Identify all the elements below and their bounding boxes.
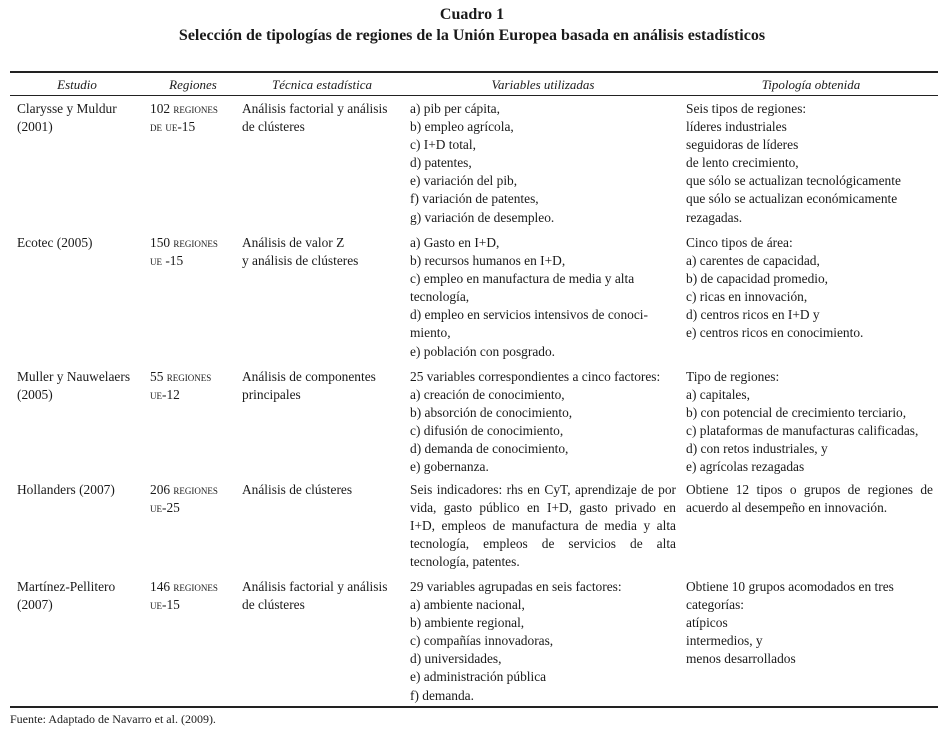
cell-variables: a) pib per cápita, b) empleo agrícola, c) I+D total, d) patentes, e) variación del pib, f) variación de patentes, g) variación de desempleo. (410, 101, 555, 225)
cell-regiones: 206 regiones ue-25 (150, 482, 218, 516)
header-regiones: Regiones (169, 77, 217, 92)
cell-tecnica: Análisis de clústeres (242, 482, 353, 497)
cell-estudio: Ecotec (2005) (17, 235, 93, 250)
cell-variables: 25 variables correspondientes a cinco factores: a) creación de conocimiento, b) absorción de conocimiento, c) difusión de conocimiento, d) demanda de conocimiento, e) gobernanza. (410, 369, 661, 475)
cell-regiones: 55 regiones ue-12 (150, 369, 212, 403)
cell-tecnica: Análisis factorial y análisis de clústeres (242, 579, 388, 613)
header-rule (10, 95, 938, 96)
cell-tipologia: Obtiene 10 grupos acomodados en tres categorías: atípicos intermedios, y menos desarrollados (686, 579, 894, 667)
cell-tipologia: Obtiene 12 tipos o grupos de regiones de acuerdo al desempeño en innovación. (686, 482, 933, 516)
header-variables: Variables utilizadas (491, 77, 595, 92)
cell-tipologia: Tipo de regiones: a) capitales, b) con potencial de crecimiento terciario, c) plataformas de manufacturas calificadas, d) con retos industriales, y e) agrícolas rezagadas (686, 369, 919, 475)
header-tecnica: Técnica estadística (271, 77, 372, 92)
cell-estudio: Muller y Nauwelaers (2005) (17, 369, 131, 403)
top-rule (10, 71, 938, 73)
cell-regiones: 102 regiones de ue-15 (150, 101, 218, 135)
cell-tipologia: Cinco tipos de área: a) carentes de capacidad, b) de capacidad promedio, c) ricas en innovación, d) centros ricos en I+D y e) centros ricos en conocimiento. (686, 235, 864, 341)
cell-estudio: Clarysse y Muldur (2001) (17, 101, 117, 135)
header-estudio: Estudio (57, 77, 97, 92)
table-number: Cuadro 1 (439, 6, 505, 23)
cell-variables: 29 variables agrupadas en seis factores: a) ambiente nacional, b) ambiente regional, c) compañías innovadoras, d) universidades, e) administración pública f) demanda. (410, 579, 622, 703)
cell-regiones: 146 regiones ue-15 (150, 579, 218, 613)
cell-regiones: 150 regiones ue -15 (150, 235, 218, 269)
cell-tecnica: Análisis de componentes principales (242, 369, 376, 403)
bottom-rule (10, 706, 938, 708)
cell-estudio: Hollanders (2007) (17, 482, 115, 497)
header-tipologia: Tipología obtenida (761, 77, 861, 92)
cell-tipologia: Seis tipos de regiones: líderes industriales seguidoras de líderes de lento crecimiento, que sólo se actualizan tecnológicamente que sólo se actualizan económicamente rezagadas. (686, 101, 901, 225)
cell-estudio: Martínez-Pellitero (2007) (17, 579, 116, 613)
cell-tecnica: Análisis de valor Z y análisis de clústeres (242, 235, 359, 269)
cell-variables: Seis indicadores: rhs en CyT, aprendizaje de por vida, gasto público en I+D, gasto privado en I+D, empleos de manufactura de media y alta tecnología, empleos de servicios de alta tecnología, patentes. (410, 482, 676, 570)
source-note: Fuente: Adaptado de Navarro et al. (2009). (10, 712, 216, 726)
cell-variables: a) Gasto en I+D, b) recursos humanos en I+D, c) empleo en manufactura de media y alta tecnología, d) empleo en servicios intensivos de conoci- miento, e) población con posgrado. (410, 235, 648, 359)
table-title: Selección de tipologías de regiones de la Unión Europea basada en análisis estadísticos (178, 27, 766, 44)
cell-tecnica: Análisis factorial y análisis de clústeres (242, 101, 388, 135)
